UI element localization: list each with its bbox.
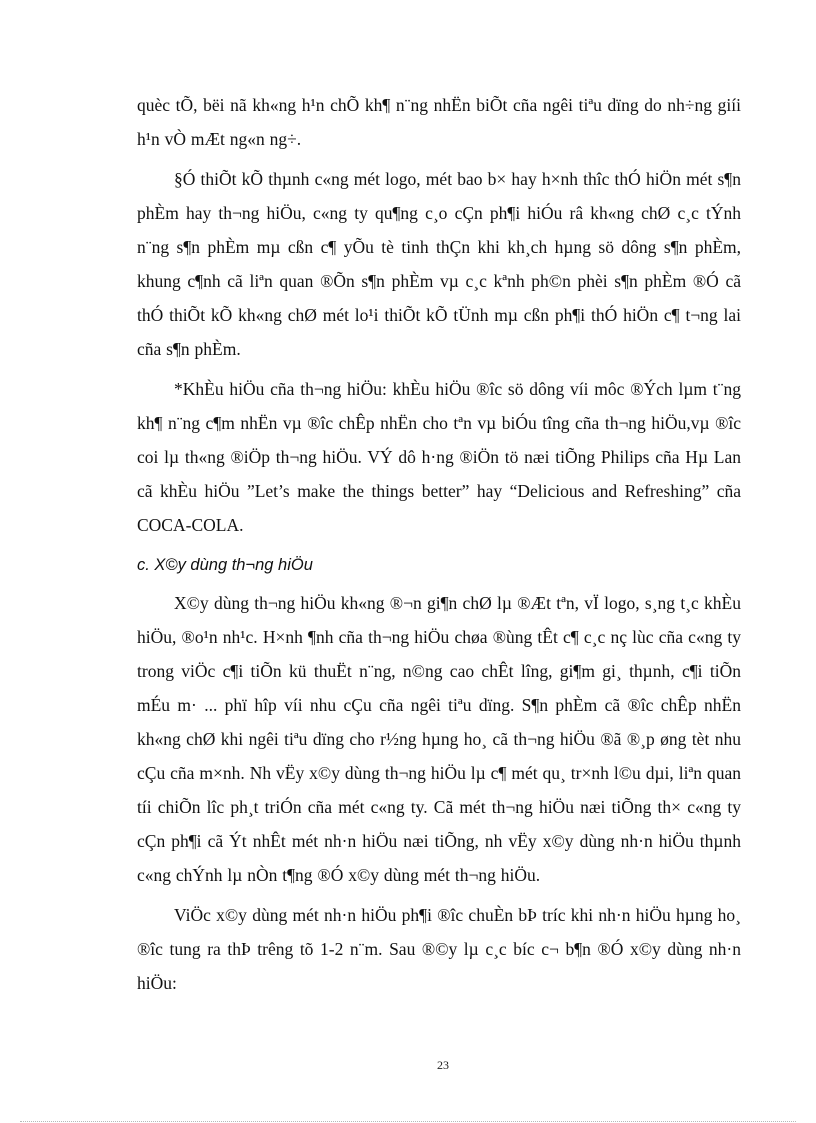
page-bottom-divider — [20, 1121, 796, 1122]
page-content — [137, 88, 741, 1006]
paragraph-3: *KhÈu hiÖu cña th¬ng hiÖu: khÈu hiÖu ®îc sö dông víi môc ®Ých lµm t¨ng kh¶ n¨ng c¶m nhËn vµ ®îc chÊp nhËn cho tªn vµ biÓu tîng cña th¬ng hiÖu,vµ ®îc coi lµ th«ng ®iÖp th¬ng hiÖu. VÝ dô h·ng ®iÖn tö næi tiÕng Philips cña Hµ Lan cã khÈu hiÖu ”Let’s make the things better” hay “Delicious and Refreshing” cña COCA-COLA. — [137, 379, 741, 535]
paragraph-5: ViÖc x©y dùng mét nh·n hiÖu ph¶i ®îc chuÈn bÞ tríc khi nh·n hiÖu hµng ho¸ ®îc tung ra thÞ trêng tõ 1-2 n¨m. Sau ®©y lµ c¸c bíc c¬ b¶n ®Ó x©y dùng nh·n hiÖu: — [137, 905, 741, 993]
paragraph-2: §Ó thiÕt kÕ thµnh c«ng mét logo, mét bao b× hay h×nh thîc thÓ hiÖn mét s¶n phÈm hay th¬ng hiÖu, c«ng ty qu¶ng c¸o cÇn ph¶i hiÓu râ kh«ng chØ c¸c tÝnh n¨ng s¶n phÈm mµ cßn c¶ yÕu tè tinh thÇn khi kh¸ch hµng sö dông s¶n phÈm, khung c¶nh cã liªn quan ®Õn s¶n phÈm vµ c¸c kªnh ph©n phèi s¶n phÈm ®Ó cã thÓ thiÕt kÕ kh«ng chØ mét lo¹i thiÕt kÕ tÜnh mµ cßn ph¶i thÓ hiÖn c¶ t¬ng lai cña s¶n phÈm. — [137, 169, 741, 359]
page-number: 23 — [437, 1058, 449, 1072]
paragraph-4: X©y dùng th¬ng hiÖu kh«ng ®¬n gi¶n chØ lµ ®Æt tªn, vÏ logo, s¸ng t¸c khÈu hiÖu, ®o¹n nh¹c. H×nh ¶nh cña th¬ng hiÖu chøa ®ùng tÊt c¶ c¸c nç lùc cña c«ng ty trong viÖc c¶i tiÕn kü thuËt n¨ng, n©ng cao chÊt lîng, gi¶m gi¸ thµnh, c¶i tiÕn mÉu m· ... phï hîp víi nhu cÇu cña ngêi tiªu dïng. S¶n phÈm cã ®îc chÊp nhËn kh«ng chØ khi ngêi tiªu dïng cho r½ng hµng ho¸ cã th¬ng hiÖu ®ã ®¸p øng tèt nhu cÇu cña m×nh. Nh vËy x©y dùng th¬ng hiÖu lµ c¶ mét qu¸ tr×nh l©u dµi, liªn quan tíi chiÕn lîc ph¸t triÓn cña mét c«ng ty. Cã mét th¬ng hiÖu næi tiÕng th× c«ng ty cÇn ph¶i cã Ýt nhÊt mét nh·n hiÖu næi tiÕng, nh vËy x©y dùng nh·n hiÖu thµnh c«ng chÝnh lµ nÒn t¶ng ®Ó x©y dùng mét th¬ng hiÖu. — [137, 593, 741, 885]
paragraph-1: quèc tÕ, bëi nã kh«ng h¹n chÕ kh¶ n¨ng nhËn biÕt cña ngêi tiªu dïng do nh÷ng giíi h¹n vÒ mÆt ng«n ng÷. — [137, 95, 741, 149]
section-heading: c. X©y dùng th¬ng hiÖu — [137, 556, 313, 574]
